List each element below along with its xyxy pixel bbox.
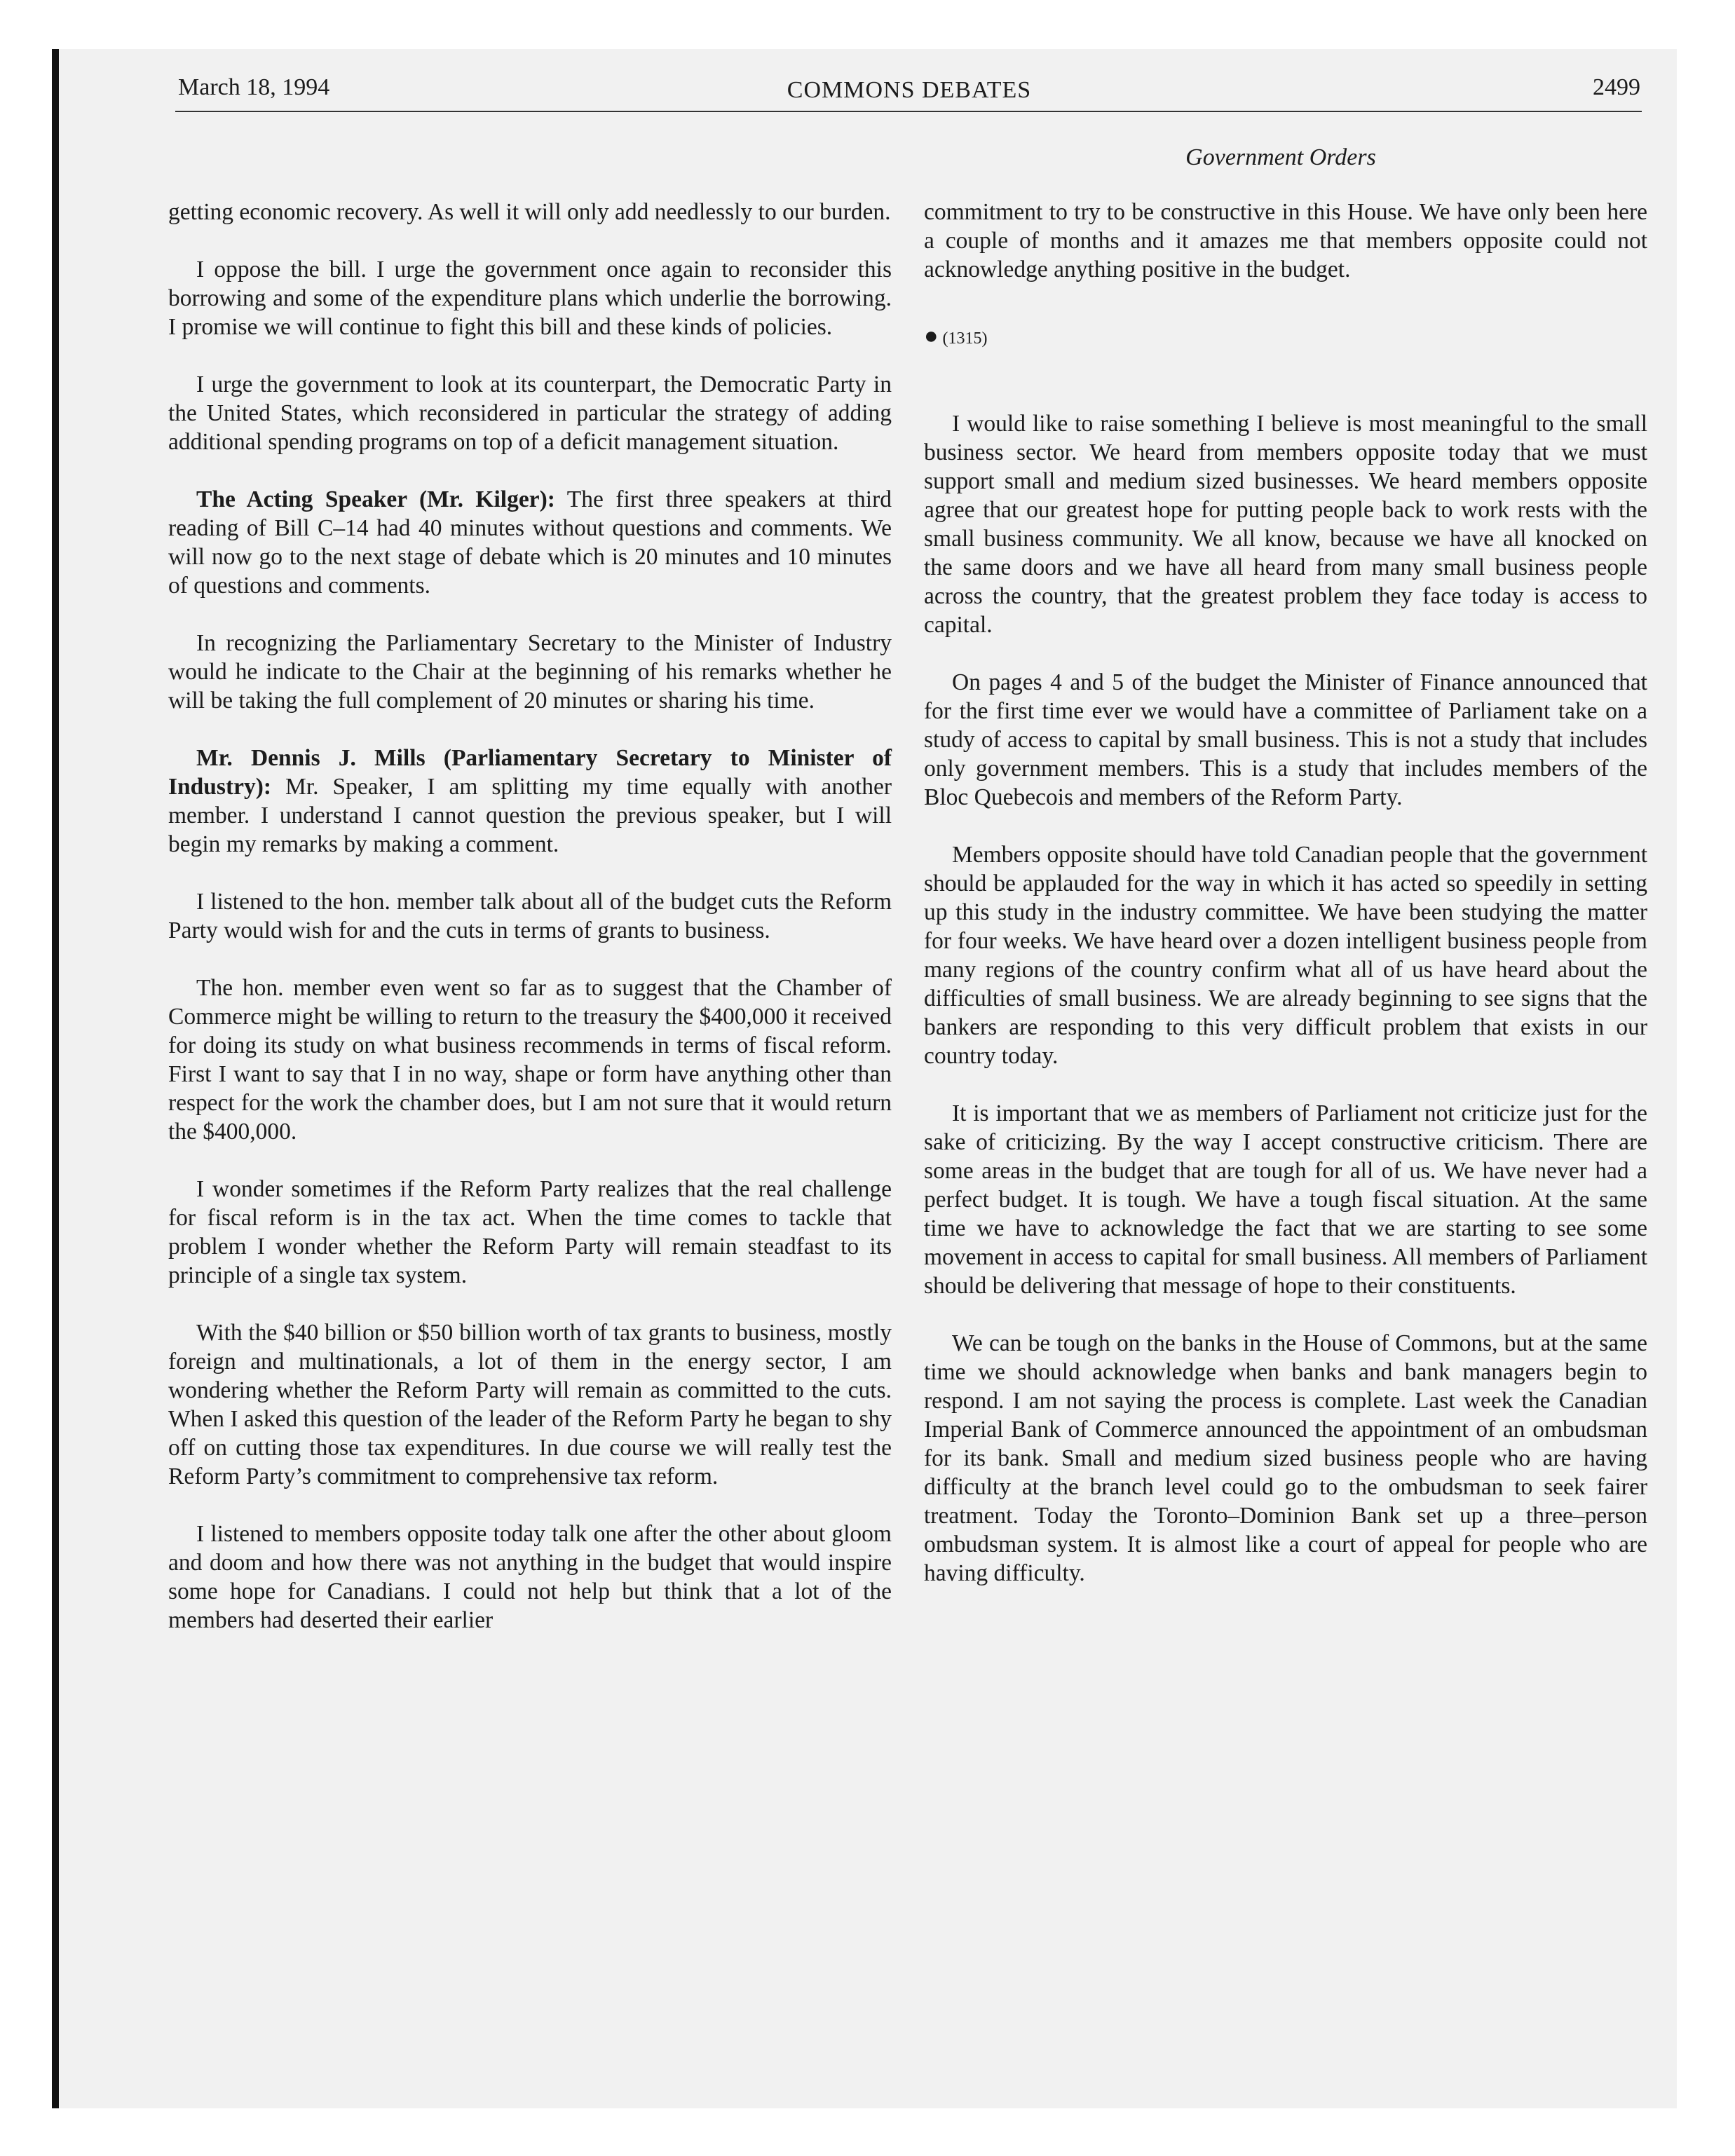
- paragraph-text: It is important that we as members of Parliament not criticize just for the sake of criticizing. By the way I accept constructive criticism. There are some areas in the budget that are tough for all of us. We have never had a perfect budget. It is tough. We have a tough fiscal situation. At the same time we have to acknowledge the fact that we are starting to see some movement in access to capital for small business. All members of Parliament should be delivering that message of hope to their constituents.: [924, 1100, 1647, 1299]
- paragraph-text: Mr. Speaker, I am splitting my time equally with another member. I understand I cannot question the previous speaker, but I will begin my remarks by making a comment.: [168, 774, 892, 857]
- paragraph-text: With the $40 billion or $50 billion worth of tax grants to business, mostly foreign and multinationals, a lot of them in the energy sector, I am wondering whether the Reform Party will remain as committed to the cuts. When I asked this question of the leader of the Reform Party he began to shy off on cutting those tax expenditures. In due course we will really test the Reform Party’s commitment to comprehensive tax reform.: [168, 1320, 892, 1489]
- paragraph: [168, 629, 892, 715]
- paragraph: [168, 744, 892, 859]
- header-date: March 18, 1994: [178, 74, 330, 100]
- paragraph-text: We can be tough on the banks in the House of Commons, but at the same time we should acknowledge when banks and bank managers begin to respond. I am not saying the process is complete. Last week the Canadian Imperial Bank of Commerce announced the appointment of an ombudsman for its bank. Small and medium sized business people who are having difficulty at the branch level could go to the ombudsman to seek fairer treatment. Today the Toronto–Dominion Bank set up a three–person ombudsman system. It is almost like a court of appeal for people who are having difficulty.: [924, 1330, 1647, 1586]
- paragraph-text: getting economic recovery. As well it will only add needlessly to our burden.: [168, 199, 891, 225]
- paragraph: [168, 370, 892, 456]
- paragraph-text: I oppose the bill. I urge the government once again to reconsider this borrowing and some of the expenditure plans which underlie the borrowing. I promise we will continue to fight this bill and these kinds of policies.: [168, 257, 892, 340]
- paragraph: [168, 1520, 892, 1635]
- speaker-name: Mr. Dennis J. Mills (Parliamentary Secretary to Minister of Industry):: [168, 745, 892, 800]
- section-label: Government Orders: [1185, 144, 1376, 170]
- paragraph-text: commitment to try to be constructive in this House. We have only been here a couple of months and it amazes me that members opposite could not acknowledge anything positive in the budget.: [924, 199, 1647, 282]
- paragraph: [924, 198, 1647, 284]
- header-publication: COMMONS DEBATES: [787, 77, 1032, 103]
- paragraph: [924, 840, 1647, 1070]
- paragraph: [924, 668, 1647, 812]
- paragraph: [168, 887, 892, 945]
- paragraph-text: On pages 4 and 5 of the budget the Minister of Finance announced that for the first time ever we would have a committee of Parliament take on a study of access to capital by small business. This is not a study that includes only government members. This is a study that includes members of the Bloc Quebecois and members of the Reform Party.: [924, 669, 1647, 810]
- paragraph-text: The hon. member even went so far as to suggest that the Chamber of Commerce might be willing to return to the treasury the $400,000 it received for doing its study on what business recommends in terms of fiscal reform. First I want to say that I in no way, shape or form have anything other than respect for the work the chamber does, but I am not sure that it would return the $400,000.: [168, 975, 892, 1145]
- paragraph: [168, 255, 892, 341]
- header-page-number: 2499: [1593, 74, 1640, 100]
- paragraph-text: In recognizing the Parliamentary Secretary to the Minister of Industry would he indicate to the Chair at the beginning of his remarks whether he will be taking the full complement of 20 minutes or sharing his time.: [168, 630, 892, 714]
- paragraph: [168, 198, 892, 226]
- paragraph: [924, 1329, 1647, 1588]
- running-header: [178, 70, 1640, 112]
- time-marker: [924, 322, 1647, 353]
- paragraph: [168, 974, 892, 1146]
- paragraph: [924, 409, 1647, 639]
- right-column: [924, 198, 1647, 1616]
- time-marker-text: (1315): [942, 329, 988, 348]
- speaker-name: The Acting Speaker (Mr. Kilger):: [196, 486, 555, 512]
- paragraph: [168, 485, 892, 600]
- paragraph-text: Members opposite should have told Canadian people that the government should be applauded for the way in which it has acted so speedily in setting up this study in the industry committee. We have been studying the matter for four weeks. We have heard over a dozen intelligent business people from many regions of the country confirm what all of us have heard about the difficulties of small business. We are already beginning to see signs that the bankers are responding to this very difficult problem that exists in our country today.: [924, 842, 1647, 1069]
- binding-edge: [52, 49, 59, 2108]
- header-rule: [175, 111, 1642, 112]
- paragraph: [168, 1175, 892, 1290]
- paragraph-text: I listened to members opposite today talk one after the other about gloom and doom and how there was not anything in the budget that would inspire some hope for Canadians. I could not help but think that a lot of the members had deserted their earlier: [168, 1521, 892, 1633]
- paragraph: [168, 1318, 892, 1491]
- paragraph-text: I urge the government to look at its counterpart, the Democratic Party in the United States, which reconsidered in particular the strategy of adding additional spending programs on top of a deficit management situation.: [168, 371, 892, 455]
- paragraph-text: I wonder sometimes if the Reform Party realizes that the real challenge for fiscal reform is in the tax act. When the time comes to tackle that problem I wonder whether the Reform Party will remain steadfast to its principle of a single tax system.: [168, 1176, 892, 1288]
- bullet-icon: ●: [924, 323, 939, 349]
- left-column: [168, 198, 892, 1663]
- paragraph-text: I listened to the hon. member talk about all of the budget cuts the Reform Party would wish for and the cuts in terms of grants to business.: [168, 889, 892, 943]
- paragraph: [924, 1099, 1647, 1300]
- paragraph-text: I would like to raise something I believe is most meaningful to the small business sector. We heard from members opposite today that we must support small and medium sized businesses. We heard members opposite agree that our greatest hope for putting people back to work rests with the small business community. We all know, because we have all knocked on the same doors and we have all heard from many small business people across the country, that the greatest problem they face today is access to capital.: [924, 411, 1647, 638]
- paragraph-text: The first three speakers at third reading of Bill C–14 had 40 minutes without questions and comments. We will now go to the next stage of debate which is 20 minutes and 10 minutes of questions and comments.: [168, 486, 892, 599]
